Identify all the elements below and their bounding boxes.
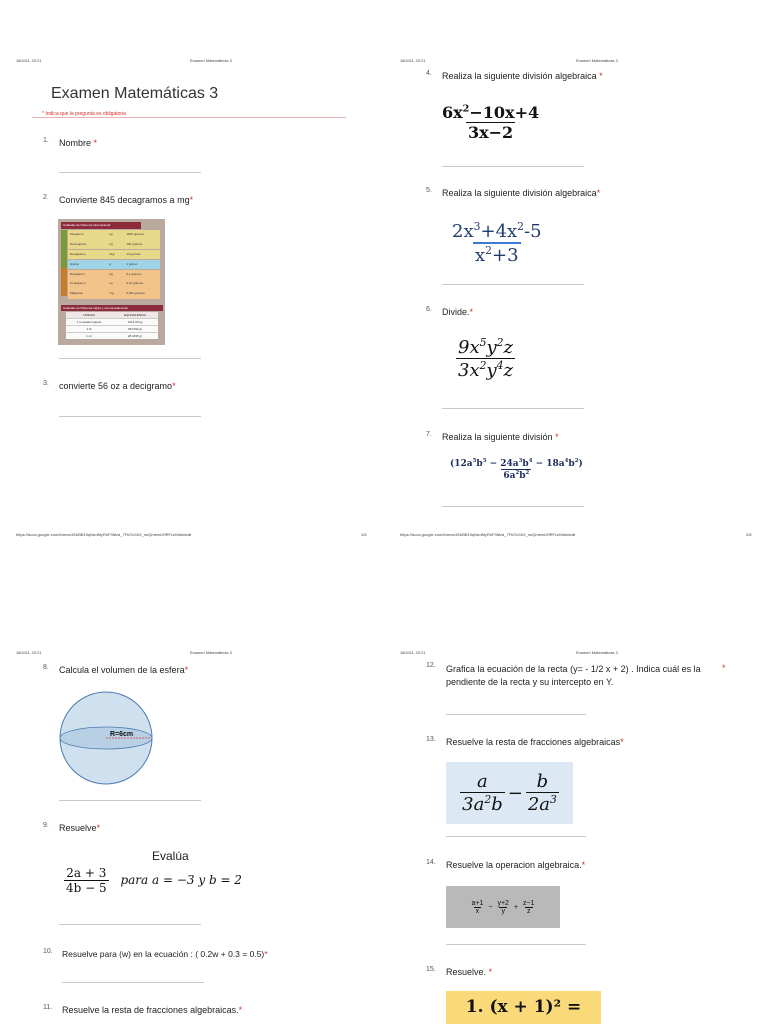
question-number: 3.: [43, 380, 49, 387]
answer-field[interactable]: [446, 714, 586, 715]
unit-table-image: [58, 219, 165, 345]
question-text: Resuelve la operacion algebraica.*: [446, 860, 586, 870]
unit-table-cell: dg: [109, 271, 113, 276]
unit-table-2-cell: 28,3495 gr: [127, 334, 143, 338]
unit-table-row: [68, 270, 160, 280]
required-marker: *: [96, 823, 101, 833]
question-text: Resuelve la resta de fracciones algebraicas*: [446, 737, 624, 747]
required-marker: *: [555, 432, 559, 442]
unit-table-cell: dag: [109, 251, 115, 256]
question-number: 14.: [426, 859, 436, 866]
unit-table-cell: 1 gramo: [126, 261, 138, 266]
formula-q6: $\frac{9x^5y^2z}{3x^2y^4z}$: [458, 336, 514, 381]
question-text: Convierte 845 decagramos a mg*: [59, 195, 194, 205]
unit-table-2-row: [66, 318, 158, 325]
answer-field[interactable]: [59, 924, 201, 925]
unit-table-cell: 0,01 gramos: [126, 281, 144, 286]
unit-table-cell: 0,1 gramos: [126, 271, 142, 276]
unit-table-row: [68, 230, 160, 240]
question-number: 7.: [426, 431, 432, 438]
unit-table-cell: 100 gramos: [126, 241, 143, 246]
page-3: [0, 512, 384, 1024]
question-text: Realiza la siguiente división *: [442, 432, 559, 442]
unit-table-cell: Decigramo: [70, 271, 85, 276]
question-text: Resuelve*: [59, 823, 101, 833]
question-number: 13.: [426, 736, 436, 743]
question-text: Divide.*: [442, 307, 474, 317]
required-marker: *: [264, 949, 268, 959]
question-text: Calcula el volumen de la esfera*: [59, 665, 189, 675]
header-date: 18/4/24, 23:21: [400, 58, 426, 63]
header-title: Examen Matemáticas 3: [576, 58, 618, 63]
answer-field[interactable]: [59, 416, 201, 417]
question-text: Realiza la siguiente división algebraica*: [442, 188, 601, 198]
unit-table-cell: mg: [109, 291, 114, 296]
page-4: [384, 512, 768, 1024]
answer-field[interactable]: [446, 836, 586, 837]
required-marker: *: [184, 665, 189, 675]
q9-title: Evalúa: [152, 849, 189, 863]
header-date: 18/4/24, 23:21: [16, 650, 42, 655]
unit-table-row: [68, 289, 160, 299]
unit-table-cell: Gramo: [70, 261, 80, 266]
formula-q4: $\frac{6x^2-10x+4}{3x-2}$: [442, 103, 540, 142]
question-number: 15.: [426, 966, 436, 973]
unit-table-cell: Hectogramo: [70, 241, 87, 246]
required-marker: *: [596, 188, 601, 198]
question-number: 9.: [43, 822, 49, 829]
required-marker: *: [172, 381, 176, 391]
required-marker: *: [469, 307, 474, 317]
title-divider: [32, 117, 346, 118]
question-text: convierte 56 oz a decigramo*: [59, 381, 176, 391]
question-number: 5.: [426, 187, 432, 194]
unit-table-secondary: [66, 312, 158, 339]
answer-field[interactable]: [446, 944, 586, 945]
formula-q13: $\frac{a}{3a^2b}$ − $\frac{b}{2a^3}$: [446, 762, 573, 824]
table-title-2: Unidades del Sistema Inglés y sus equivalencias: [61, 305, 163, 311]
header-date: 18/4/24, 23:21: [16, 58, 42, 63]
formula-q14: $\frac{a+1}{x}$ − $\frac{y+2}{y}$ + $\frac{z-1}{z}$: [446, 886, 560, 928]
answer-field[interactable]: [59, 800, 201, 801]
unit-table-cell: Kilogramo: [70, 232, 84, 236]
unit-table-2-cell: 1016,05 kg: [127, 320, 143, 324]
sphere-radius-label: R=6cm: [110, 731, 134, 738]
required-marker: *: [581, 860, 586, 870]
answer-field[interactable]: [442, 408, 584, 409]
required-marker: *: [722, 663, 726, 673]
question-number: 10.: [43, 948, 53, 955]
footer-page: 1/6: [361, 532, 367, 537]
unit-table-cell: 1000 gramos: [126, 232, 144, 236]
unit-table-2-row: [66, 332, 158, 339]
footer-url: https://docs.google.com/forms/d/1bBB10qNedMyReF3Mxd_7FkSX4hX_nuQmewUHRFLeMdw/edit: [400, 532, 576, 537]
unit-table-cell: hg: [109, 241, 113, 246]
formula-q7: $\frac{(12a^5b^5 - 24a^3b^4 - 18a^4b^2)}{6a^2b^2}$: [450, 458, 583, 481]
unit-table-2-cell: 1 oz: [86, 334, 92, 338]
formula-q9: $\frac{2a + 3}{4b - 5}$ para a = −3 y b = 2: [66, 866, 242, 895]
unit-table-cell: Centigramo: [70, 281, 86, 286]
answer-field[interactable]: [442, 506, 584, 507]
question-text: Resuelve para (w) en la ecuación : ( 0.2w + 0.3 = 0.5)*: [62, 949, 268, 959]
question-text: Nombre *: [59, 138, 98, 148]
header-title: Examen Matemáticas 3: [190, 650, 232, 655]
unit-table-primary: [68, 230, 160, 299]
page-1: [0, 0, 384, 537]
formula-q15: 1. (x + 1)² =: [446, 991, 601, 1024]
unit-table-2-header: [66, 312, 158, 318]
required-marker: *: [488, 967, 493, 977]
page-2: [384, 0, 768, 537]
answer-field[interactable]: [62, 982, 204, 983]
question-number: 4.: [426, 70, 432, 77]
unit-table-cell: kg: [109, 232, 113, 236]
answer-field[interactable]: [442, 166, 584, 167]
unit-table-2-cell: 1 tonelada inglesa: [76, 320, 102, 324]
header-title: Examen Matemáticas 3: [190, 58, 232, 63]
unit-table-row: [68, 240, 160, 250]
footer-page: 2/6: [746, 532, 752, 537]
question-number: 12.: [426, 662, 436, 669]
question-number: 8.: [43, 664, 49, 671]
unit-table-cell: 10 gramos: [126, 251, 141, 256]
unit-table-2-cell: 453,592 gr: [127, 327, 143, 331]
unit-table-cell: cg: [109, 281, 113, 286]
question-text: Realiza la siguiente división algebraica *: [442, 71, 603, 81]
required-marker: *: [189, 195, 194, 205]
unit-table-cell: g: [109, 261, 112, 266]
question-number: 2.: [43, 194, 49, 201]
unit-table-2-row: [66, 325, 158, 332]
formula-q5: $\frac{2x^3+4x^2-5}{x^2+3}$: [452, 220, 542, 266]
header-date: 18/4/24, 23:21: [400, 650, 426, 655]
unit-table-2-head-cell: UNIDAD: [83, 313, 95, 317]
required-marker: *: [620, 737, 624, 747]
unit-table-cell: Miligramo: [70, 291, 84, 296]
unit-table-cell: 0,001 gramos: [126, 291, 145, 296]
sphere-diagram: [58, 690, 154, 786]
footer-url: https://docs.google.com/forms/d/1bBB10qNedMyReF3Mxd_7FkSX4hX_nuQmewUHRFLeMdw/edit: [16, 532, 192, 537]
answer-field[interactable]: [59, 358, 201, 359]
question-number: 6.: [426, 306, 432, 313]
unit-table-cell: Decagramo: [70, 251, 86, 256]
answer-field[interactable]: [442, 284, 584, 285]
form-title: Examen Matemáticas 3: [51, 85, 219, 102]
question-text: Resuelve. *: [446, 967, 493, 977]
required-marker: *: [93, 138, 98, 148]
table-title: Unidades del Sistema Internacional: [61, 222, 141, 229]
question-number: 1.: [43, 137, 49, 144]
required-marker: *: [238, 1005, 243, 1015]
question-text: Grafica la ecuación de la recta (y= - 1/2 x + 2) . Indica cuál es la pendiente de la recta y su intercepto en Y.: [446, 664, 701, 687]
unit-table-row: [68, 260, 160, 270]
header-title: Examen Matemáticas 3: [576, 650, 618, 655]
unit-table-2-cell: 1 lb: [86, 327, 92, 331]
unit-table-row: [68, 250, 160, 260]
unit-table-row: [68, 279, 160, 289]
answer-field[interactable]: [59, 172, 201, 173]
unit-table-2-head-cell: EQUIVALENCIA: [124, 313, 146, 317]
question-number: 11.: [43, 1004, 53, 1011]
question-text: Resuelve la resta de fracciones algebraicas.*: [62, 1005, 243, 1015]
required-marker: *: [599, 71, 603, 81]
required-note: * Indica que la pregunta es obligatoria: [42, 111, 126, 117]
